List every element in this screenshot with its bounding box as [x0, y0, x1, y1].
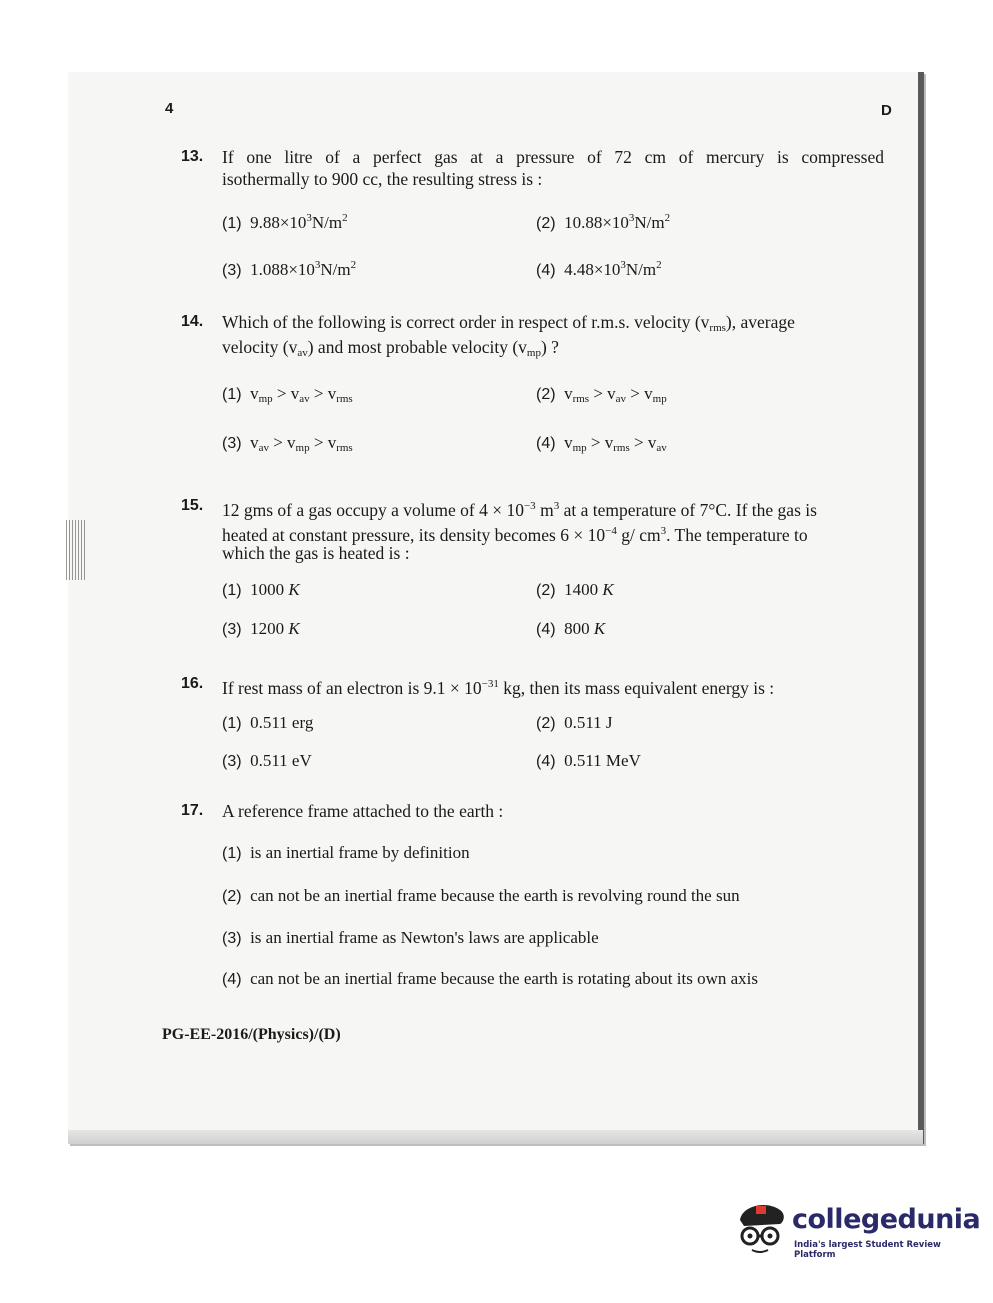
option-number: (1) [222, 582, 242, 599]
question-text: If one litre of a perfect gas at a pressure of 72 cm of mercury is compressed [222, 147, 884, 167]
symbol: v [250, 433, 259, 452]
option-unit: K [593, 619, 606, 638]
option-number: (3) [222, 930, 242, 947]
superscript: −4 [605, 525, 617, 537]
option-text: can not be an inertial frame because the earth is revolving round the sun [250, 886, 740, 905]
option-value: 800 [564, 619, 590, 638]
option-unit: K [602, 580, 614, 599]
option-number: (4) [536, 435, 556, 452]
question-number: 16. [181, 675, 204, 692]
option-unit: K [288, 619, 300, 638]
superscript: 3 [660, 525, 667, 537]
superscript: 3 [553, 500, 560, 512]
option-text: 0.511 erg [250, 713, 314, 732]
question-text [222, 673, 774, 699]
option-value: 9.88×10 [250, 213, 307, 232]
option-unit: N/m [311, 213, 343, 232]
text-segment: . The temperature to [666, 525, 808, 545]
option-number: (4) [536, 753, 556, 770]
text-segment: kg, then its mass equivalent energy is : [498, 678, 775, 698]
text-segment: ), average [725, 312, 795, 332]
option-3[interactable] [222, 928, 599, 948]
text-segment: ) and most probable velocity (v [307, 337, 527, 357]
option-text: 0.511 eV [250, 751, 312, 770]
option-4[interactable]: (4) $v_{mp} > v_{rms} > v_{av}$ [536, 433, 667, 454]
subscript: rms [336, 393, 353, 405]
option-4[interactable] [222, 969, 758, 989]
option-number: (2) [536, 582, 556, 599]
page-number: 4 [165, 100, 174, 117]
collegedunia-logo [736, 1196, 981, 1266]
brand-name: collegedunia [792, 1204, 981, 1235]
option-value: 1.088×10 [250, 260, 315, 279]
text-segment: Which of the following is correct order in respect of r.m.s. velocity (v [222, 312, 710, 332]
subscript: av [299, 393, 310, 405]
option-1[interactable] [222, 212, 348, 233]
mascot-icon [736, 1200, 788, 1256]
option-text: 0.511 MeV [564, 751, 641, 770]
option-unit: N/m [320, 260, 351, 279]
symbol: v [250, 384, 259, 403]
option-number: (1) [222, 715, 242, 732]
symbol: v [604, 433, 614, 452]
option-3[interactable] [222, 259, 356, 280]
question-number: 15. [181, 497, 204, 514]
question-number: 13. [181, 148, 204, 165]
option-number: (3) [222, 621, 242, 638]
subscript: mp [258, 393, 273, 405]
superscript: −3 [523, 500, 536, 512]
option-4[interactable] [536, 751, 641, 771]
option-4[interactable] [536, 619, 605, 639]
option-exponent: 3 [314, 259, 321, 271]
option-number: (1) [222, 215, 242, 232]
option-exponent: 3 [620, 259, 626, 271]
option-value: 10.88×10 [564, 213, 629, 232]
set-code: D [881, 102, 892, 119]
option-unit-exponent: 2 [342, 212, 348, 224]
symbol: v [647, 433, 657, 452]
option-number: (1) [222, 845, 242, 862]
scan-mark [66, 520, 86, 580]
superscript: −31 [481, 678, 499, 690]
option-1[interactable] [222, 843, 470, 863]
option-3[interactable] [222, 751, 312, 771]
option-1[interactable]: (1) $v_{mp} > v_{av} > v_{rms}$ [222, 384, 353, 405]
symbol: v [327, 384, 337, 403]
option-number: (4) [222, 971, 242, 988]
text-segment: g/ cm [616, 525, 661, 545]
option-text: 0.511 J [564, 713, 613, 732]
option-number: (4) [536, 262, 556, 279]
option-value: 1400 [564, 580, 599, 599]
question-number: 14. [181, 313, 204, 330]
option-value: 1200 [250, 619, 285, 638]
subscript: av [258, 442, 269, 454]
question-text: which the gas is heated is : [222, 543, 410, 563]
text-segment: ) ? [540, 337, 559, 357]
option-number: (3) [222, 262, 242, 279]
option-number: (2) [536, 715, 556, 732]
brand-tagline: India's largest Student Review Platform [794, 1240, 941, 1260]
option-number: (2) [536, 386, 556, 403]
question-text [222, 311, 795, 339]
option-number: (4) [536, 621, 556, 638]
text-segment: m [535, 500, 554, 520]
symbol: v [644, 384, 653, 403]
option-number: (1) [222, 386, 242, 403]
symbol: v [327, 433, 337, 452]
subscript: av [297, 347, 308, 359]
symbol: v [564, 433, 573, 452]
option-unit-exponent: 2 [664, 212, 671, 224]
subscript: rms [572, 393, 590, 405]
option-2[interactable]: (2) $v_{rms} > v_{av} > v_{mp}$ [536, 384, 667, 405]
symbol: v [607, 384, 616, 403]
text-segment: at a temperature of 7°C. If the gas is [559, 500, 817, 520]
symbol: v [287, 433, 296, 452]
text-segment: If rest mass of an electron is 9.1 × 10 [222, 678, 482, 698]
option-value: 1000 [250, 580, 285, 599]
option-unit: K [288, 580, 300, 599]
option-unit: N/m [634, 213, 665, 232]
option-text: is an inertial frame by definition [250, 843, 470, 862]
paper-code: PG-EE-2016/(Physics)/(D) [162, 1026, 341, 1043]
question-text [222, 495, 817, 521]
option-number: (3) [222, 753, 242, 770]
question-text [222, 336, 559, 364]
option-text: can not be an inertial frame because the earth is rotating about its own axis [250, 969, 758, 988]
text-segment: 12 gms of a gas occupy a volume of 4 × 10 [222, 500, 524, 520]
question-number: 17. [181, 802, 204, 819]
subscript: av [656, 442, 667, 454]
subscript: rms [709, 322, 726, 334]
question-text: isothermally to 900 cc, the resulting stress is : [222, 169, 543, 189]
option-unit: N/m [625, 260, 657, 279]
option-2[interactable] [222, 886, 740, 906]
subscript: rms [336, 442, 353, 454]
option-1[interactable] [222, 713, 313, 733]
option-2[interactable] [536, 212, 670, 233]
page-edge [68, 1130, 923, 1144]
option-number: (2) [222, 888, 242, 905]
option-exponent: 3 [306, 212, 312, 224]
text-segment: velocity (v [222, 337, 298, 357]
question-text: A reference frame attached to the earth : [222, 801, 504, 821]
option-number: (3) [222, 435, 242, 452]
symbol: v [564, 384, 573, 403]
subscript: mp [295, 442, 310, 454]
option-text: is an inertial frame as Newton's laws are applicable [250, 928, 599, 947]
option-3[interactable] [222, 619, 300, 639]
option-unit-exponent: 2 [350, 259, 357, 271]
symbol: v [290, 384, 300, 403]
option-4[interactable] [536, 259, 662, 280]
text-segment: heated at constant pressure, its density becomes 6 × 10 [222, 525, 606, 545]
subscript: mp [652, 393, 667, 405]
subscript: mp [572, 442, 587, 454]
option-2[interactable] [536, 580, 614, 600]
subscript: mp [526, 347, 541, 359]
option-unit-exponent: 2 [656, 259, 662, 271]
option-3[interactable]: (3) $v_{av} > v_{mp} > v_{rms}$ [222, 433, 353, 454]
subscript: rms [613, 442, 630, 454]
subscript: av [615, 393, 627, 405]
option-value: 4.48×10 [564, 260, 621, 279]
option-exponent: 3 [628, 212, 635, 224]
option-1[interactable] [222, 580, 300, 600]
option-number: (2) [536, 215, 556, 232]
option-2[interactable] [536, 713, 613, 733]
